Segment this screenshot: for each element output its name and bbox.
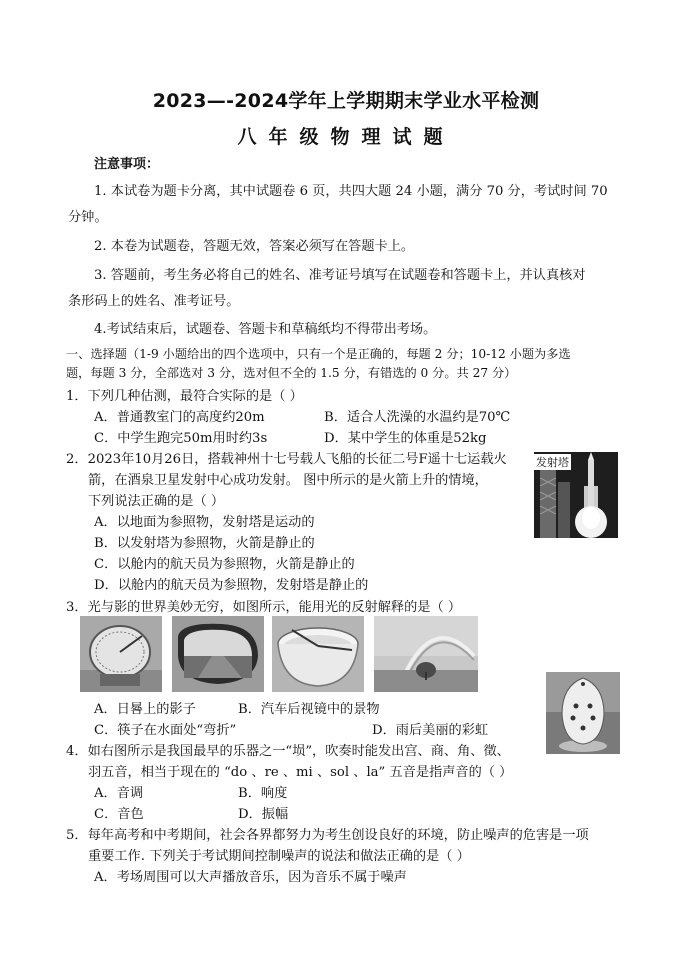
car-mirror-image [172, 616, 264, 692]
q3-option-c: C．筷子在水面处“弯折” [94, 723, 237, 738]
rocket-launch-image [534, 452, 618, 538]
q4-option-b: B．响度 [238, 786, 288, 801]
notice-item-1-cont: 分钟。 [68, 210, 108, 225]
q2-option-d: D．以舱内的航天员为参照物，发射塔是静止的 [94, 578, 369, 593]
exam-title: 2023—-2024学年上学期期末学业水平检测 [152, 90, 540, 112]
q4-stem: 4．如右图所示是我国最早的乐器之一“埙”，吹奏时能发出宫、商、角、徵、 [66, 744, 510, 759]
rainbow-image [374, 616, 478, 692]
q3-option-b: B．汽车后视镜中的景物 [238, 702, 380, 717]
q1-option-b: B．适合人洗澡的水温约是70℃ [324, 410, 511, 425]
q4-stem-cont: 羽五音，相当于现在的 “do 、re 、mi 、sol 、la” 五音是指声音的（ ） [88, 765, 513, 780]
notice-item-1: 1. 本试卷为题卡分离，其中试题卷 6 页，共四大题 24 小题，满分 70 分，考试时间 70 [94, 184, 608, 199]
q3-stem: 3．光与影的世界美妙无穷，如图所示，能用光的反射解释的是（ ） [66, 600, 462, 615]
q1-stem: 1．下列几种估测，最符合实际的是（ ） [66, 389, 303, 404]
sundial-image [80, 616, 162, 692]
notice-item-3: 3. 答题前，考生务必将自己的姓名、准考证号填写在试题卷和答题卡上，并认真核对 [94, 268, 586, 283]
q5-stem-cont: 重要工作. 下列关于考试期间控制噪声的说法和做法正确的是（ ） [88, 849, 470, 864]
notice-item-4: 4.考试结束后，试题卷、答题卡和草稿纸均不得带出考场。 [94, 322, 437, 337]
q1-option-c: C．中学生跑完50m用时约3s [94, 431, 268, 446]
q4-option-c: C．音色 [94, 807, 144, 822]
q1-option-d: D．某中学生的体重是52kg [324, 431, 487, 446]
chopsticks-bowl-image [272, 616, 364, 692]
q2-option-c: C．以舱内的航天员为参照物，火箭是静止的 [94, 557, 355, 572]
q4-option-a: A．音调 [94, 786, 144, 801]
q3-option-d: D．雨后美丽的彩虹 [372, 723, 489, 738]
q5-stem: 5．每年高考和中考期间，社会各界都努力为考生创设良好的环境，防止噪声的危害是一项 [66, 828, 589, 843]
notice-item-2: 2. 本卷为试题卷，答题无效，答案必须写在答题卡上。 [94, 239, 415, 254]
q5-option-a: A．考场周围可以大声播放音乐，因为音乐不属于噪声 [94, 870, 407, 885]
q3-option-a: A．日晷上的影子 [94, 702, 196, 717]
q2-stem: 2．2023年10月26日，搭载神州十七号载人飞船的长征二号F遥十七运载火 [66, 452, 507, 467]
launch-tower-label: 发射塔 [536, 456, 569, 469]
notice-item-3-cont: 条形码上的姓名、准考证号。 [68, 294, 240, 309]
q2-option-a: A．以地面为参照物，发射塔是运动的 [94, 515, 315, 530]
notice-heading: 注意事项： [94, 157, 160, 172]
section-1-heading: 一、选择题（1-9 小题给出的四个选项中，只有一个是正确的，每题 2 分；10-12 小题为多选 [66, 347, 571, 361]
q2-stem-cont: 箭，在酒泉卫星发射中心成功发射。 图中所示的是火箭上升的情境， [88, 473, 488, 488]
q2-option-b: B．以发射塔为参照物，火箭是静止的 [94, 536, 315, 551]
exam-subtitle: 八年级物理试题 [237, 126, 455, 148]
q1-option-a: A．普通教室门的高度约20m [94, 410, 265, 425]
section-1-heading-cont: 题，每题 3 分，全部选对 3 分，选对但不全的 1.5 分，有错选的 0 分。共 27 分） [66, 366, 517, 380]
q2-stem-cont2: 下列说法正确的是（ ） [88, 494, 225, 509]
xun-instrument-image [546, 672, 620, 754]
q4-option-d: D．振幅 [238, 807, 289, 822]
